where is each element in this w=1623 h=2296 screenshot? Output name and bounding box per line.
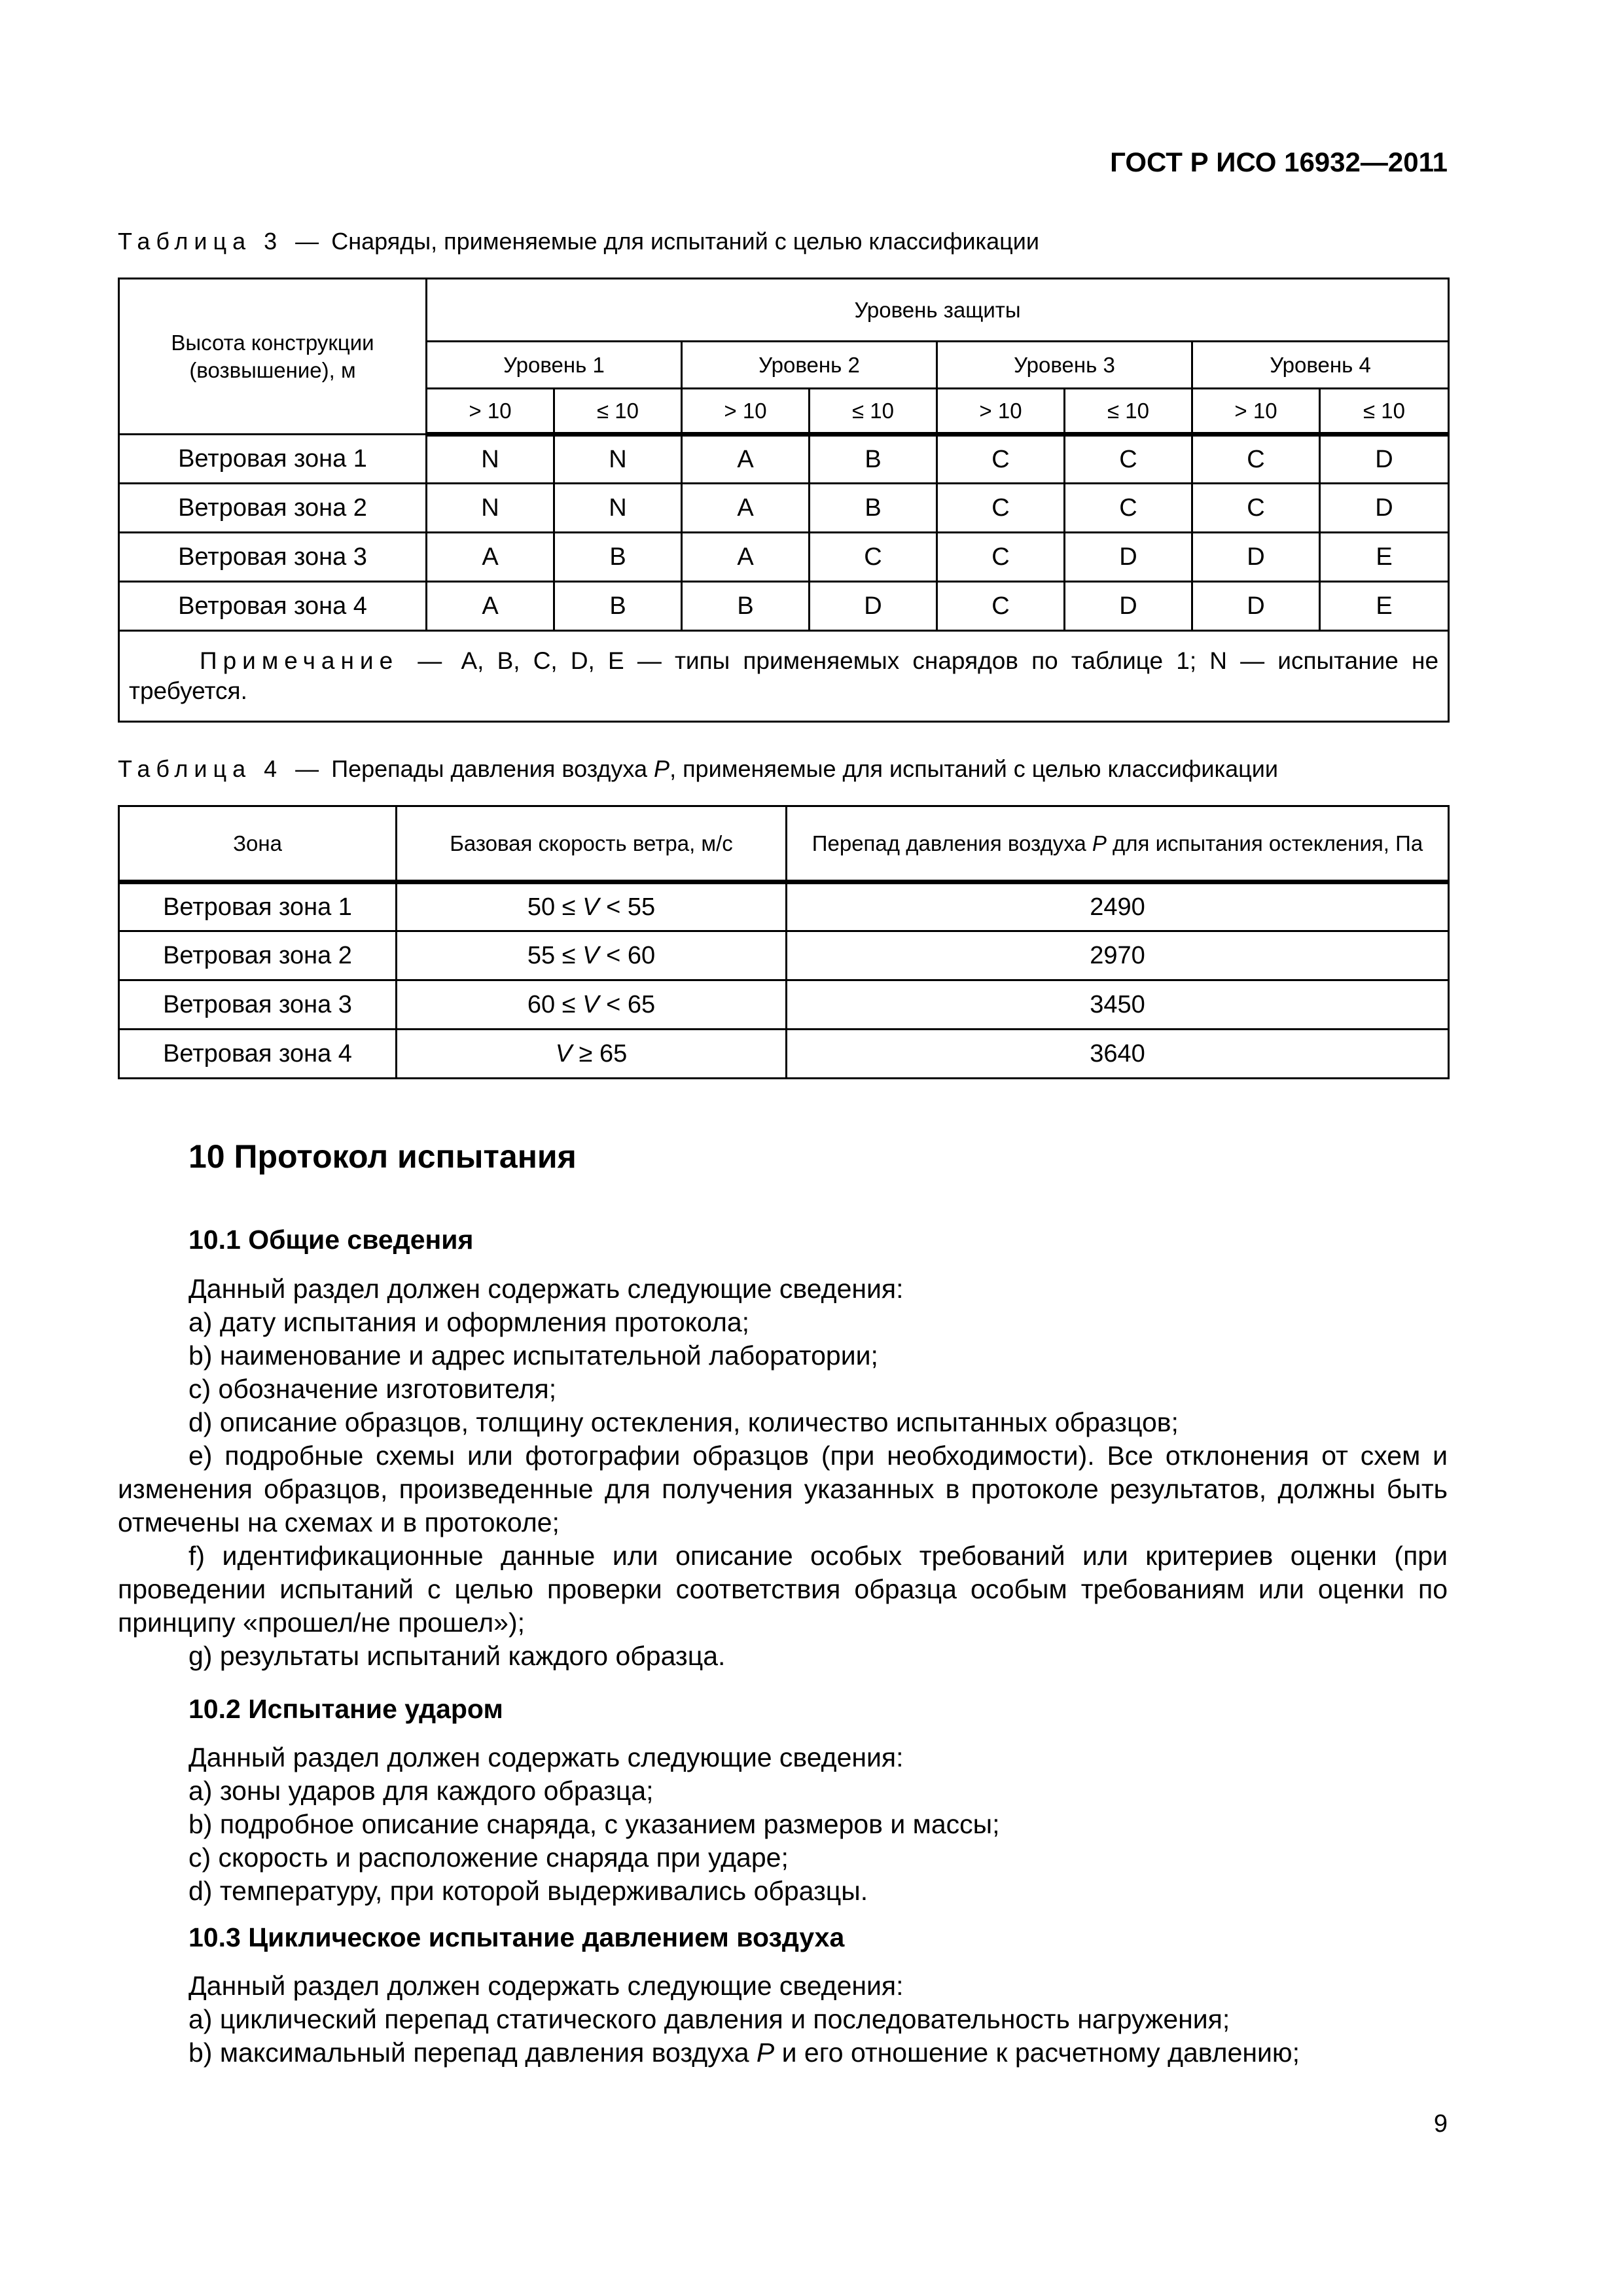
speed-upper: < 65: [599, 990, 656, 1018]
table-cell: A: [427, 582, 554, 631]
table3-level-header: Уровень 1: [427, 342, 682, 389]
list-item: c) обозначение изготовителя;: [188, 1374, 557, 1404]
table-row: [119, 582, 1449, 631]
table-row: [119, 882, 1449, 931]
document-code-header: ГОСТ Р ИСО 16932—2011: [1110, 147, 1448, 177]
list-item: b) наименование и адрес испытательной лаборатории;: [188, 1340, 878, 1371]
list-item: d) температуру, при которой выдерживались образцы.: [188, 1876, 868, 1906]
table4-pressure-cell: 3450: [787, 980, 1449, 1030]
table3-zone-cell: Ветровая зона 3: [119, 533, 427, 582]
table4-caption-text-b: , применяемые для испытаний с целью классификации: [669, 755, 1278, 782]
table4-pressure-cell: 2970: [787, 931, 1449, 980]
speed-lower: 55 ≤: [527, 941, 583, 969]
table-cell: D: [810, 582, 937, 631]
paragraph: Данный раздел должен содержать следующие сведения:: [188, 1274, 904, 1304]
table4-zone-cell: Ветровая зона 1: [119, 882, 397, 931]
table-cell: D: [1065, 533, 1192, 582]
table3-height-subheader: > 10: [937, 389, 1065, 435]
table3-projectiles: [118, 278, 1450, 723]
table-row: [119, 533, 1449, 582]
table-cell: C: [937, 435, 1065, 484]
table3-height-subheader: > 10: [427, 389, 554, 435]
table3-height-subheader: ≤ 10: [1065, 389, 1192, 435]
speed-var: V: [582, 990, 599, 1018]
table-cell: A: [682, 533, 810, 582]
table-cell: C: [810, 533, 937, 582]
table3-height-subheader: ≤ 10: [1320, 389, 1449, 435]
table4-caption-prefix: Таблица 4 —: [118, 755, 325, 782]
table4-col-pressure-var: P: [1092, 831, 1107, 855]
table-row: [119, 484, 1449, 533]
list-item: b) подробное описание снаряда, с указанием размеров и массы;: [188, 1809, 1000, 1839]
table3-level-header: Уровень 3: [937, 342, 1192, 389]
table3-zone-cell: Ветровая зона 2: [119, 484, 427, 533]
list-item: a) зоны ударов для каждого образца;: [188, 1776, 654, 1806]
table-row: [119, 435, 1449, 484]
table-row: [119, 980, 1449, 1030]
table-cell: E: [1320, 533, 1449, 582]
table3-caption: [118, 228, 1039, 255]
section-10-title: 10 Протокол испытания: [188, 1138, 577, 1175]
table4-zone-cell: Ветровая зона 3: [119, 980, 397, 1030]
speed-upper: < 55: [599, 893, 656, 921]
item-b-var: P: [756, 2037, 775, 2068]
table3-corner-header: Высота конструкции (возвышение), м: [119, 279, 427, 435]
table4-zone-cell: Ветровая зона 4: [119, 1030, 397, 1079]
table3-caption-text: Снаряды, применяемые для испытаний с целью классификации: [325, 228, 1039, 255]
table4-speed-cell: [397, 980, 787, 1030]
table3-height-subheader: > 10: [1192, 389, 1320, 435]
section-10-3-title: 10.3 Циклическое испытание давлением воздуха: [188, 1922, 845, 1952]
table-cell: B: [554, 533, 682, 582]
table4-col-speed: Базовая скорость ветра, м/с: [397, 806, 787, 882]
speed-lower: 50 ≤: [527, 893, 583, 921]
table3-zone-cell: Ветровая зона 1: [119, 435, 427, 484]
table4-col-pressure: [787, 806, 1449, 882]
paragraph: Данный раздел должен содержать следующие сведения:: [188, 1742, 904, 1772]
table-cell: D: [1320, 435, 1449, 484]
table-cell: B: [810, 484, 937, 533]
table-cell: C: [1192, 435, 1320, 484]
table3-height-subheader: > 10: [682, 389, 810, 435]
item-b-post: и его отношение к расчетному давлению;: [774, 2037, 1300, 2068]
table4-col-zone: Зона: [119, 806, 397, 882]
table-cell: D: [1192, 582, 1320, 631]
table4-speed-cell: [397, 882, 787, 931]
table-cell: B: [682, 582, 810, 631]
table-cell: D: [1065, 582, 1192, 631]
table4-zone-cell: Ветровая зона 2: [119, 931, 397, 980]
table4-speed-cell: [397, 931, 787, 980]
table4-caption: [118, 755, 1278, 783]
table4-speed-cell: [397, 1030, 787, 1079]
table4-pressure-cell: 2490: [787, 882, 1449, 931]
speed-var: V: [582, 941, 599, 969]
table-cell: A: [682, 435, 810, 484]
table3-group-header: Уровень защиты: [427, 279, 1449, 342]
table-cell: C: [1065, 435, 1192, 484]
table-cell: B: [554, 582, 682, 631]
list-item: e) подробные схемы или фотографии образцов (при необходимости). Все отклонения от схем и изменения образцов, произведенные для получения указанных в протоколе результатов, должны быть отмечены на схемах и в протоколе;: [118, 1441, 1448, 1537]
table3-level-header: Уровень 4: [1192, 342, 1449, 389]
table-cell: N: [554, 435, 682, 484]
speed-upper: ≥ 65: [572, 1039, 628, 1067]
table4-col-pressure-b: для испытания остекления, Па: [1106, 831, 1423, 855]
table-cell: C: [937, 533, 1065, 582]
table-row: [119, 1030, 1449, 1079]
table-cell: E: [1320, 582, 1449, 631]
table-cell: C: [1192, 484, 1320, 533]
table3-level-header: Уровень 2: [682, 342, 937, 389]
section-10-2-title: 10.2 Испытание ударом: [188, 1694, 503, 1724]
table-cell: N: [427, 484, 554, 533]
table-cell: D: [1320, 484, 1449, 533]
list-item: c) скорость и расположение снаряда при ударе;: [188, 1842, 789, 1873]
table3-height-subheader: ≤ 10: [810, 389, 937, 435]
list-item: f) идентификационные данные или описание особых требований или критериев оценки (при проведении испытаний с целью проверки соответствия образца особым требованиям или оценки по принципу «прошел/не прошел»);: [118, 1541, 1448, 1638]
table-row: [119, 931, 1449, 980]
table-cell: C: [937, 484, 1065, 533]
table-cell: A: [427, 533, 554, 582]
page-number: 9: [1433, 2110, 1448, 2138]
table4-caption-var: P: [654, 755, 670, 782]
table3-note-text: A, B, C, D, E — типы применяемых снарядов по таблице 1; N — испытание не требуется.: [129, 647, 1439, 704]
table4-col-pressure-a: Перепад давления воздуха: [812, 831, 1092, 855]
table3-note-label: Примечание —: [200, 647, 448, 674]
list-item: d) описание образцов, толщину остекления, количество испытанных образцов;: [188, 1407, 1179, 1437]
item-b-pre: b) максимальный перепад давления воздуха: [188, 2037, 757, 2068]
table4-caption-text-a: Перепады давления воздуха: [325, 755, 654, 782]
table3-note: [119, 631, 1449, 722]
speed-upper: < 60: [599, 941, 656, 969]
table3-zone-cell: Ветровая зона 4: [119, 582, 427, 631]
section-10-1-title: 10.1 Общие сведения: [188, 1225, 474, 1255]
list-item: g) результаты испытаний каждого образца.: [188, 1641, 726, 1671]
table4-pressure-cell: 3640: [787, 1030, 1449, 1079]
table-cell: C: [937, 582, 1065, 631]
table-cell: B: [810, 435, 937, 484]
speed-lower: 60 ≤: [527, 990, 583, 1018]
table-cell: C: [1065, 484, 1192, 533]
list-item: [118, 2036, 1448, 2070]
list-item: a) циклический перепад статического давления и последовательность нагружения;: [188, 2004, 1230, 2034]
table-cell: N: [427, 435, 554, 484]
table4-pressure-differences: [118, 805, 1450, 1079]
paragraph: Данный раздел должен содержать следующие сведения:: [188, 1971, 904, 2001]
table3-caption-prefix: Таблица 3 —: [118, 228, 325, 255]
section-10-3-body: [118, 1969, 1448, 2070]
table3-note-row: [119, 631, 1449, 722]
table-cell: A: [682, 484, 810, 533]
speed-var: V: [555, 1039, 573, 1067]
section-10-1-body: [118, 1272, 1448, 1673]
section-10-2-body: [118, 1741, 1448, 1908]
table-cell: D: [1192, 533, 1320, 582]
table3-height-subheader: ≤ 10: [554, 389, 682, 435]
list-item: a) дату испытания и оформления протокола;: [188, 1307, 750, 1337]
table-cell: N: [554, 484, 682, 533]
speed-var: V: [582, 893, 599, 921]
